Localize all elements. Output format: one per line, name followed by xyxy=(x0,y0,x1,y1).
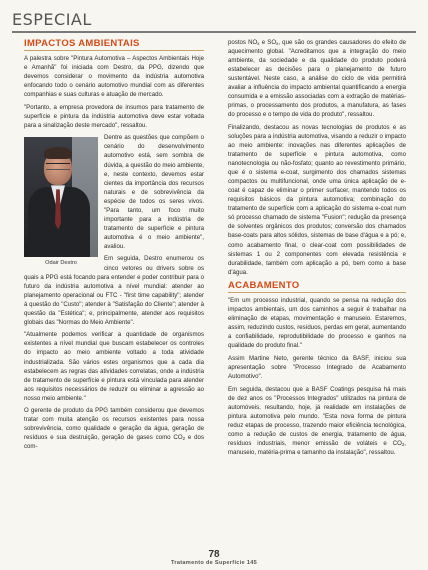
right-p5-text-a: Em seguida, destacou que a BASF Coatings pesquisa há mais de dez anos os "Processos Integrados" utilizados na pintura de automóveis, resultando, hoje, já realidade em instalações de pintura automotiva pelo mundo. "Esta nova forma de pintura reduz etapas de processo, trazendo maior eficiência tecnológica, como a redução de custos de energia, tratamento de água, resíduos industriais, menor emissão de voláteis e CO xyxy=(228,385,406,447)
photo-caption: Odair Destro xyxy=(45,260,77,267)
photo-figure xyxy=(24,137,98,268)
right-p1-subscript-2: x xyxy=(276,41,279,46)
left-column xyxy=(24,38,204,455)
left-paragraph-3: Dentre as questões que compõem o cenário do desenvolvimento automotivo está, sem sombra de dúvida, a questão do meio ambiente, e, neste contexto, devemos estar cientes da importância dos recursos naturais e de sobrevivência da espécie de todos os seres vivos. "Para tanto, um foco muito importante para a indústria de tratamento de superfície e pintura automotiva é o meio ambiente", avaliou. xyxy=(104,134,204,250)
photo-hair xyxy=(44,147,72,159)
heading-impactos-ambientais: IMPACTOS AMBIENTAIS xyxy=(24,38,204,51)
right-paragraph-1 xyxy=(228,38,406,119)
page-number: 78 xyxy=(208,549,220,560)
section-rule xyxy=(12,31,416,33)
left-p6-subscript: 2 xyxy=(182,436,186,442)
section-header xyxy=(12,8,416,32)
left-paragraph-1: A palestra sobre "Pintura Automotiva – Aspectos Ambientais Hoje e Amanhã" foi iniciada com Destro, da PPG, dizendo que devemos considerar o movimento da indústria automotiva enfocando todo o cenário automotivo mundial com as diferentes companhias e suas culturas e atuação de mercado. xyxy=(24,55,204,99)
left-paragraph-5: "Atualmente podemos verificar a quantidade de organismos existentes a nível mundial que buscam estabelecer os controles do impacto ao meio ambiente voltado a toda atividade industrializada. São vários estes organismos que a cada dia estabelecem as regras das atividades correlatas, onde a indústria de tratamento de superfície e pintura está vinculada para atender aos requisitos necessários de reduzir ou eliminar a agressão ao nosso meio ambiente." xyxy=(24,331,204,402)
left-paragraph-2: "Portanto, a empresa provedora de insumos para tratamento de superfície e pintura da indústria automotiva deve estar voltada para a sinalização deste mercado", ressaltou. xyxy=(24,103,204,129)
right-p1-text-c: , que são os grandes causadores do efeito de aquecimento global. "Acreditamos que a integração do meio ambiente, da sociedade e da qualidade do produto poderá estabelecer as decisões para o planejamento de futuro sustentável. Neste caso, a análise do ciclo de vida permitirá avaliar a influência do impacto ambiental quantificando a energia consumida e a emissão associadas com a extração de matérias-primas, o processamento dos produtos, a manufatura, as fases do processo e o tempo de vida do produto", ressaltou. xyxy=(228,39,406,119)
left-p6-text-a: O gerente de produto da PPG também considerou que devemos tratar com muita atenção os recursos existentes para nossa sobrevivência, como qualidade e geração da água, geração de resíduos e sua destruição, geração de gases como CO xyxy=(24,407,204,442)
publication-name: Tratamento de Superfície 145 xyxy=(170,560,258,566)
left-paragraph-6 xyxy=(24,406,204,451)
right-p5-text-b: , manuseio, matéria-prima e tamanho da instalação", ressaltou. xyxy=(228,439,406,456)
photo-glasses xyxy=(46,163,70,170)
left-p6-text-b: e dos com- xyxy=(24,434,204,451)
left-paragraph-4: Em seguida, Destro enumerou os cinco vetores ou drivers sobre os quais a PPG está focando para entender e poder contribuir para o futuro da indústria automotiva a nível mundial: atender ao planejamento operacional ou FTC - "first time capability"; atender à questão do "Custo"; atender à "Satisfação do Cliente"; atender à questão da "Estética"; e, principalmente, atender aos requisitos globais das "Normas do Meio Ambiente". xyxy=(24,255,204,326)
portrait-photo xyxy=(24,137,98,257)
right-paragraph-4: Assim Martine Neto, gerente técnico da BASF, iniciou sua apresentação sobre "Processo Integrado de Acabamento Automotivo". xyxy=(228,355,406,381)
right-column xyxy=(228,38,406,461)
right-p1-text-a: postos NO xyxy=(228,39,258,46)
right-paragraph-5 xyxy=(228,385,406,457)
right-p5-subscript: 2 xyxy=(401,441,405,447)
right-p1-text-b: e SO xyxy=(259,39,277,46)
right-paragraph-2: Finalizando, destacou as novas tecnologias de produtos e as soluções para a indústria automotiva, visando a reduzir o impacto ao meio ambiente: inovações nas diferentes aplicações de tratamento de superfície e pintura automotiva, como nanotecnologia ou não-fosfato; quanto ao revestimento primário, que é o sistema e-coat, surgimento dos chamados sistemas compactos ou multifuncional, onde uma única aplicação de e-coat é capaz de eliminar o primer surfacer, mantendo todos os requisitos básicos da pintura automotiva; combinação do tratamento de superfície com a aplicação do sistema e-coat num só processo chamado de sistema "Fusion"; redução da presença de solventes orgânicos dos produtos; conversão dos chamados base-coats para altos sólidos, sistemas de base d'água e a pó; e, como acabamento final, o clear-coat com possibilidades de sistemas 1 ou 2 componentes com elevada resistência e durabilidade, também com aplicação a pó, bem como a base d'água. xyxy=(228,123,406,276)
right-paragraph-3: "Em um processo industrial, quando se pensa na redução dos impactos ambientais, um dos caminhos a seguir é trabalhar na eliminação de etapas, movimentação e manuseio. Estaremos, assim, reduzindo custos, resíduos, perdas em geral, aumentando a confiabilidade, reprodutibilidade do processo e ganhos na qualidade do produto final." xyxy=(228,297,406,350)
heading-acabamento: ACABAMENTO xyxy=(228,280,406,293)
section-title: ESPECIAL xyxy=(12,10,92,29)
page-footer xyxy=(0,549,428,566)
right-p1-subscript-1: x xyxy=(257,41,260,46)
